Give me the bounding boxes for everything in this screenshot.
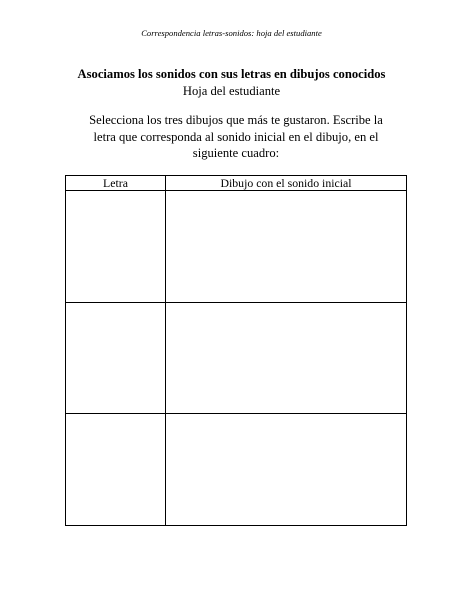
letra-cell[interactable] — [66, 302, 166, 414]
document-title: Asociamos los sonidos con sus letras en dibujos conocidos — [77, 67, 386, 81]
table-row — [66, 191, 407, 303]
table-row — [66, 414, 407, 526]
letra-cell[interactable] — [66, 191, 166, 303]
column-header-letra: Letra — [66, 176, 166, 191]
instructions-line: Selecciona los tres dibujos que más te gustaron. Escribe la — [89, 113, 383, 127]
instructions-paragraph — [66, 112, 406, 162]
table-header-row — [66, 176, 407, 191]
column-header-dibujo: Dibujo con el sonido inicial — [166, 176, 407, 191]
letra-cell[interactable] — [66, 414, 166, 526]
table-row — [66, 302, 407, 414]
dibujo-cell[interactable] — [166, 414, 407, 526]
running-header: Correspondencia letras-sonidos: hoja del estudiante — [141, 28, 322, 38]
dibujo-cell[interactable] — [166, 191, 407, 303]
answer-table — [65, 175, 407, 526]
instructions-line: siguiente cuadro: — [192, 146, 280, 160]
dibujo-cell[interactable] — [166, 302, 407, 414]
instructions-line: letra que corresponda al sonido inicial en el dibujo, en el — [93, 129, 379, 144]
document-subtitle: Hoja del estudiante — [182, 84, 281, 98]
